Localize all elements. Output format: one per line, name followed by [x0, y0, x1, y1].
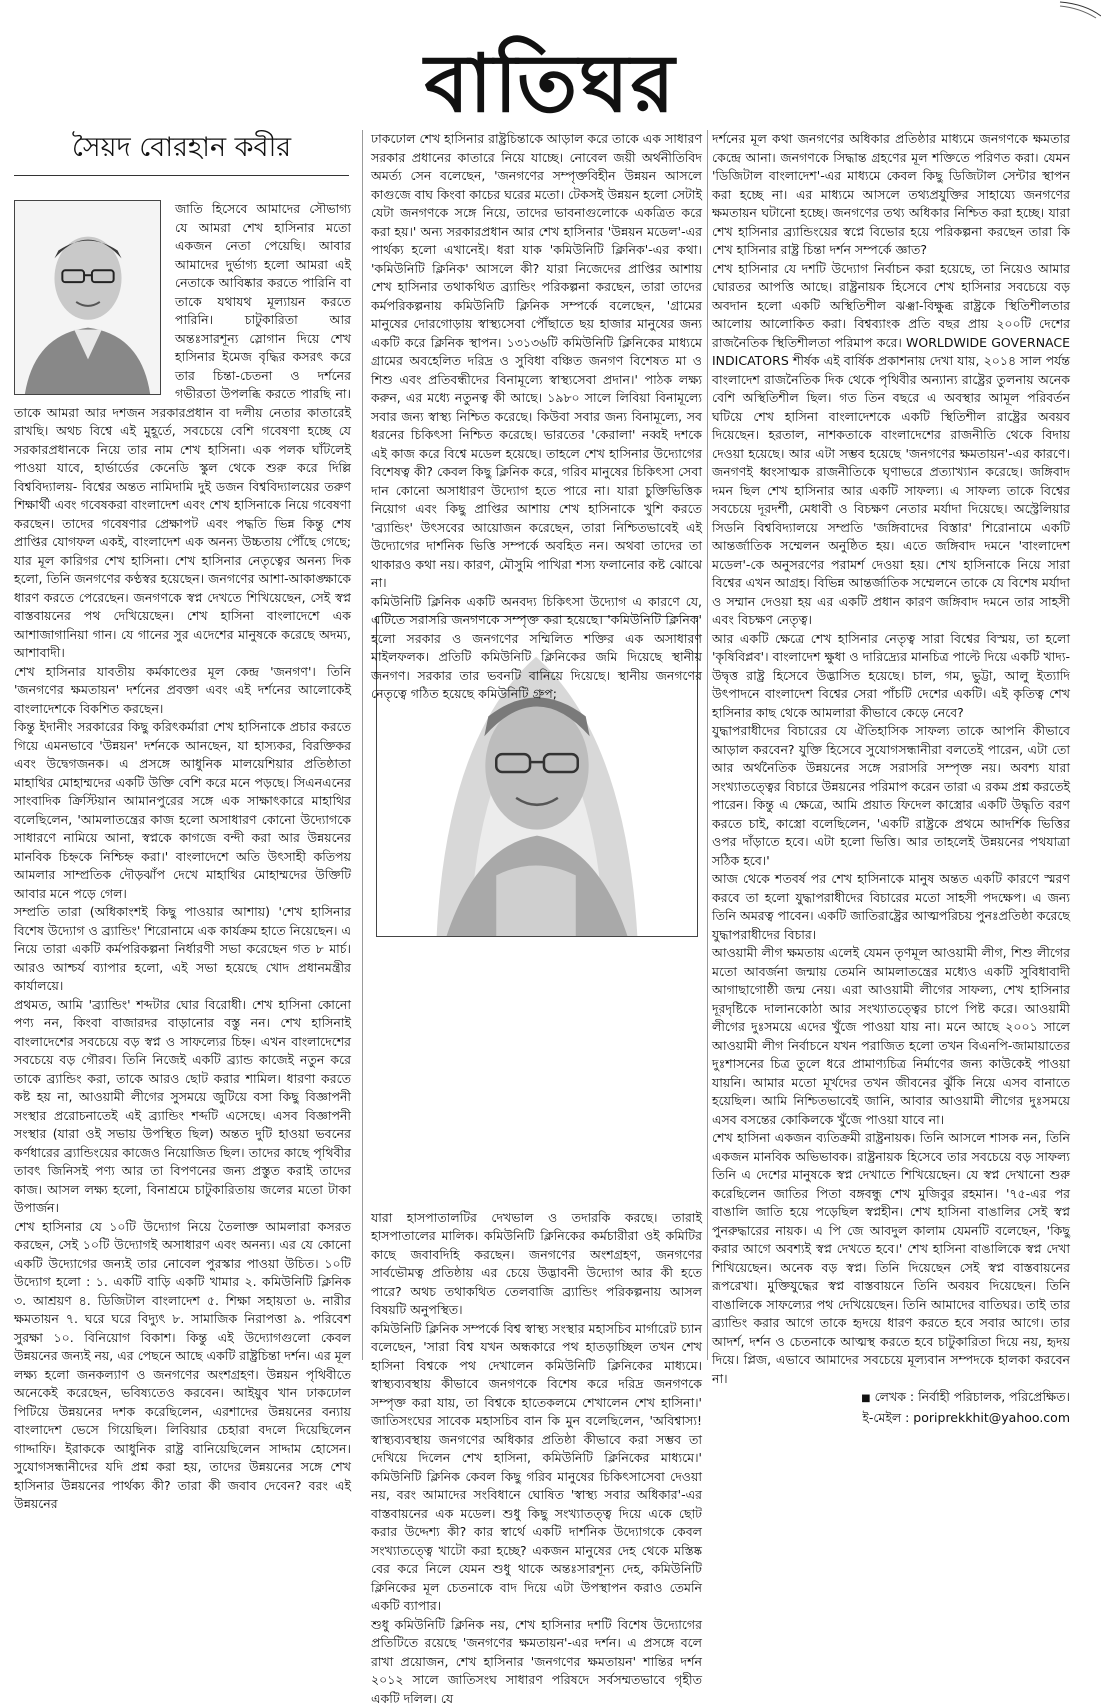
paragraph: সম্প্রতি তারা (অধিকাংশই কিছু পাওয়ার আশায়) 'শেখ হাসিনার বিশেষ উদ্যোগ ও ব্র্যান্ডিং' শিরোনামে এক কার্যক্রম হাতে নিয়েছেন। এ নিয়ে তারা একটি কর্মপরিকল্পনা নির্ধারণী সভা করেছেন গত ৮ মার্চ। আরও আশ্চর্য ব্যাপার হলো, এই সভা হয়েছে খোদ প্রধানমন্ত্রীর কার্যালয়ে।: [14, 903, 351, 996]
author-byline: সৈয়দ বোরহান কবীর: [14, 128, 349, 168]
paragraph: যারা হাসপাতালটির দেখভাল ও তদারকি করছে। তারাই হাসপাতালের মালিক। কমিউনিটি ক্লিনিকের কর্মচারীরা ওই কমিটির কাছে জবাবদিহি করছেন। জনগণের অংশগ্রহণ, জনগণের সার্বভৌমত্ব প্রতিষ্ঠায় এর চেয়ে উদ্ভাবনী উদ্যোগ আর কী হতে পারে? অথচ তথাকথিত তেলবাজি ব্র্যান্ডিং পরিকল্পনায় আসল বিষয়টি অনুপস্থিত।: [371, 1209, 702, 1320]
article-column-1: [14, 200, 351, 1355]
paragraph: শেখ হাসিনার যে দশটি উদ্যোগ নির্বাচন করা হয়েছে, তা নিয়েও আমার ঘোরতর আপত্তি আছে। রাষ্ট্রনায়ক হিসেবে শেখ হাসিনার সবচেয়ে বড় অবদান হলো একটি অস্থিতিশীল ঝঞ্ঝা-বিক্ষুব্ধ রাষ্ট্রকে স্থিতিশীলতার আলোয় আলোকিত করা। বিশ্বব্যাংক প্রতি বছর প্রায় ২০০টি দেশের রাজনৈতিক স্থিতিশীলতা পরিমাপ করে। WORLDWIDE GOVERNACE INDICATORS শীর্ষক এই বার্ষিক প্রকাশনায় দেখা যায়, ২০১৪ সাল পর্যন্ত বাংলাদেশ রাজনৈতিক দিক থেকে পৃথিবীর অন্যান্য রাষ্ট্রের তুলনায় অনেক বেশি অস্থিতিশীল ছিল। গত তিন বছরে এ অবস্থার আমূল পরিবর্তন ঘটিয়ে শেখ হাসিনা বাংলাদেশকে একটি স্থিতিশীল রাষ্ট্রের অবয়ব দিয়েছেন। হরতাল, নাশকতাকে বাংলাদেশের রাজনীতি থেকে বিদায় দেওয়া হয়েছে। আর এটা সম্ভব হয়েছে 'জনগণের ক্ষমতায়ন'-এর কারণে। জনগণই ধ্বংসাত্মক রাজনীতিকে ঘৃণাভরে প্রত্যাখ্যান করেছে। জঙ্গিবাদ দমন ছিল শেখ হাসিনার আর একটি সাফল্য। এ সাফল্য তাকে বিশ্বের সবচেয়ে দূরদর্শী, মেধাবী ও বিচক্ষণ নেতার মর্যাদা দিয়েছে। অস্ট্রেলিয়ার সিডনি বিশ্ববিদ্যালয়ে সম্প্রতি 'জঙ্গিবাদের বিস্তার' শিরোনামে একটি আন্তর্জাতিক সম্মেলন অনুষ্ঠিত হয়। এতে জঙ্গিবাদ দমনে 'বাংলাদেশ মডেল'-কে অনুসরণের পরামর্শ দেওয়া হয়। শেখ হাসিনাকে নিয়ে সারা বিশ্বের এখন আগ্রহ। বিভিন্ন আন্তর্জাতিক সম্মেলনে তাকে যে বিশেষ মর্যাদা ও সম্মান দেওয়া হয় এর একটি প্রধান কারণ জঙ্গিবাদ দমনে তার সাহসী এবং বিচক্ষণ নেতৃত্ব।: [712, 260, 1070, 630]
masthead-title: বাতিঘর: [0, 28, 1101, 138]
paragraph: শেখ হাসিনা একজন ব্যতিক্রমী রাষ্ট্রনায়ক। তিনি আসলে শাসক নন, তিনি একজন মানবিক অভিভাবক। রাষ্ট্রনায়ক হিসেবে তার সবচেয়ে বড় সাফল্য তিনি এ দেশের মানুষকে স্বপ্ন দেখাতে শিখিয়েছেন। যে স্বপ্ন দেখানো শুরু করেছিলেন জাতির পিতা বঙ্গবন্ধু শেখ মুজিবুর রহমান। '৭৫-এর পর বাঙালি জাতি হয়ে পড়েছিল স্বপ্নহীন। শেখ হাসিনা বাঙালির সেই স্বপ্ন পুনরুদ্ধারের নায়ক। এ পি জে আবদুল কালাম যেমনটি বলেছেন, 'কিছু করার আগে অবশ্যই স্বপ্ন দেখতে হবে।' শেখ হাসিনা বাঙালিকে স্বপ্ন দেখা শিখিয়েছেন। অনেক বড় স্বপ্ন। তিনি দিয়েছেন সেই স্বপ্ন বাস্তবায়নের রূপরেখা। মুক্তিযুদ্ধের স্বপ্ন বাস্তবায়নে তিনি অবয়ব দিয়েছেন। তিনি বাঙালিকে সাফল্যের পথ দেখিয়েছেন। তিনি আমাদের বাতিঘর। তাই তার ব্র্যান্ডিং করার আগে তাকে হৃদয়ে ধারণ করতে হবে সবার আগে। তার আদর্শ, দর্শন ও চেতনাকে আত্মস্থ করতে হবে চাটুকারিতা দিয়ে নয়, হৃদয় দিয়ে। প্লিজ, এভাবে আমাদের সবচেয়ে মূল্যবান সম্পদকে হালকা করবেন না।: [712, 1129, 1070, 1388]
paragraph: আওয়ামী লীগ ক্ষমতায় এলেই যেমন তৃণমূল আওয়ামী লীগ, শিশু লীগের মতো আবর্জনা জন্মায় তেমনি আমলাতন্ত্রের মধ্যেও একটি সুবিধাবাদী আগাছাগোষ্ঠী জন্ম নেয়। এরা আওয়ামী লীগের সাফল্য, শেখ হাসিনার দূরদৃষ্টিকে দালানকোঠা আর সংখ্যাতত্ত্বের চাপে পিষ্ট করে। আওয়ামী লীগের দুঃসময়ে এদের খুঁজে পাওয়া যায় না। মনে আছে ২০০১ সালে আওয়ামী লীগ নির্বাচনে যখন পরাজিত হলো তখন বিএনপি-জামায়াতের দুঃশাসনের চিত্র তুলে ধরে প্রামাণ্যচিত্র নির্মাণের জন্য কাউকেই পাওয়া যায়নি। আমার মতো মূর্খদের তখন জীবনের ঝুঁকি নিয়ে এসব বানাতে হয়েছিল। আমি নিশ্চিতভাবেই জানি, আবার আওয়ামী লীগের দুঃসময়ে এসব বসন্তের কোকিলকে খুঁজে পাওয়া যাবে না।: [712, 944, 1070, 1129]
paragraph: জাতি হিসেবে আমাদের সৌভাগ্য যে আমরা শেখ হাসিনার মতো একজন নেতা পেয়েছি। আবার আমাদের দুর্ভাগ্য হলো আমরা এই নেতাকে আবিষ্কার করতে পারিনি বা তাকে যথাযথ মূল্যায়ন করতে পারিনি। চাটুকারিতা আর অন্তঃসারশূন্য স্লোগান দিয়ে শেখ হাসিনার ইমেজ বৃদ্ধির কসরৎ করে তার চিন্তা-চেতনা ও দর্শনের গভীরতা উপলব্ধি করতে পারছি না। তাকে আমরা আর দশজন সরকারপ্রধান বা দলীয় নেতার কাতারেই রাখছি। অথচ বিশ্বে এই মুহূর্তে, সবচেয়ে বেশি গবেষণা হচ্ছে যে সরকারপ্রধানকে নিয়ে তার নাম শেখ হাসিনা। এক পলক ঘাঁটলেই পাওয়া যাবে, হার্ভার্ডের কেনেডি স্কুল থেকে শুরু করে দিল্লি বিশ্ববিদ্যালয়- বিশ্বের অন্তত নামিদামি দুই ডজন বিশ্ববিদ্যালয়ের তরুণ শিক্ষার্থী এবং গবেষকরা বাংলাদেশ এবং শেখ হাসিনাকে নিয়ে গবেষণা করছেন। তাদের গবেষণার প্রেক্ষাপট এবং পদ্ধতি ভিন্ন কিন্তু শেষ প্রাপ্তির যোগফল একই, বাংলাদেশ এক অনন্য উচ্চতায় পৌঁছে গেছে; যার মূল কারিগর শেখ হাসিনা। শেখ হাসিনার নেতৃত্বের অনন্য দিক হলো, তিনি জনগণের কণ্ঠস্বর হয়েছেন। জনগণের আশা-আকাঙ্ক্ষাকে ধারণ করতে পেরেছেন। জনগণকে স্বপ্ন দেখতে শিখিয়েছেন, সেই স্বপ্ন বাস্তবায়নের পথ দেখিয়েছেন। শেখ হাসিনা বাংলাদেশে এক আশাজাগানিয়া গান। যে গানের সুর এদেশের মানুষকে করেছে অদম্য, আশাবাদী।: [14, 200, 351, 663]
photo-space: [371, 704, 702, 1209]
page-corner-mark: [1060, 0, 1101, 18]
paragraph: শেখ হাসিনার যাবতীয় কর্মকাণ্ডের মূল কেন্দ্র 'জনগণ'। তিনি 'জনগণের ক্ষমতায়ন' দর্শনের প্রবক্তা এবং এই দর্শনের আলোকেই বাংলাদেশকে বিকশিত করছেন।: [14, 663, 351, 719]
paragraph: যুদ্ধাপরাধীদের বিচারের যে ঐতিহাসিক সাফল্য তাকে আপনি কীভাবে আড়াল করবেন? যুক্তি হিসেবে সুযোগসন্ধানীরা বলতেই পারেন, এটা তো আর অর্থনৈতিক উন্নয়নের সঙ্গে সরাসরি সম্পৃক্ত নয়। অবশ্য যারা সংখ্যাতত্ত্বের বিচারে উন্নয়নের পরিমাপ করেন তারা এ রকম প্রশ্ন করতেই পারেন। কিন্তু এ ক্ষেত্রে, আমি প্রয়াত ফিদেল কাস্ত্রোর একটি উদ্ধৃতি বরণ করতে চাই, কাস্ত্রো বলেছিলেন, 'একটি রাষ্ট্রকে প্রথমে আদর্শিক ভিত্তির ওপর দাঁড়াতে হবে। এটা হলো ভিত্তি। আর তাহলেই উন্নয়নের পথযাত্রা সঠিক হবে।': [712, 722, 1070, 870]
paragraph: কিন্তু ইদানীং সরকারের কিছু করিৎকর্মারা শেখ হাসিনাকে প্রচার করতে গিয়ে এমনভাবে 'উন্নয়ন' দর্শনকে আনছেন, যা হাস্যকর, বিরক্তিকর এবং উদ্বেগজনক। এ প্রসঙ্গে আধুনিক মালয়েশিয়ার প্রতিষ্ঠাতা মাহাথির মোহাম্মদের একটি উক্তি বেশি করে মনে পড়ছে। সিএনএনের সাংবাদিক ক্রিস্টিয়ান আমানপুরের সঙ্গে এক সাক্ষাৎকারে মাহাথির বলেছিলেন, 'আমলাতন্ত্রের কাজ হলো অসাধারণ কোনো উদ্যোগকে সাধারণে নামিয়ে আনা, স্বপ্নকে কাগজে বন্দী করা আর উন্নয়নের মানবিক চিহ্নকে নিশ্চিহ্ন করা।' বাংলাদেশে অতি উৎসাহী কতিপয় আমলার সাম্প্রতিক দৌড়ঝাঁপ দেখে মাহাথির মোহাম্মদের উক্তিটি আবার মনে পড়ে গেল।: [14, 718, 351, 903]
writer-credit-text: লেখক : নির্বাহী পরিচালক, পরিপ্রেক্ষিত।: [875, 1389, 1070, 1404]
paragraph: প্রথমত, আমি 'ব্র্যান্ডিং' শব্দটার ঘোর বিরোধী। শেখ হাসিনা কোনো পণ্য নন, কিংবা বাজারদর বাড়ানোর বস্তু নন। শেখ হাসিনাই বাংলাদেশের সবচেয়ে বড় স্বপ্ন ও সাফল্যের চিহ্ন। এখন বাংলাদেশের সবচেয়ে বড় গৌরব। তিনি নিজেই একটি ব্র্যান্ড কাজেই নতুন করে তাকে ব্র্যান্ডিং করা, তাকে আরও ছোট করার শামিল। ধারণা করতে কষ্ট হয় না, আওয়ামী লীগের সুসময়ে জুটিয়ে বসা কিছু বিজ্ঞাপনী সংস্থার প্ররোচনাতেই এই ব্র্যান্ডিং শব্দটি এসেছে। এসব বিজ্ঞাপনী সংস্থার (যারা ওই সভায় উপস্থিত ছিল) অন্তত দুটি হাওয়া ভবনের কর্ণধারের ব্র্যান্ডিংয়ের কাজেও নিয়োজিত ছিল। তাদের কাছে পৃথিবীর তাবৎ জিনিসই পণ্য আর তা বিপণনের জন্য প্রস্তুত করাই তাদের কাজ। আসল লক্ষ্য হলো, বিনাশ্রমে চাটুকারিতায় জলের মতো টাকা উপার্জন।: [14, 996, 351, 1218]
photo-wrap-space: [14, 200, 161, 395]
writer-credit: [712, 1388, 1070, 1409]
writer-email: ই-মেইল : poriprekkhit@yahoo.com: [712, 1409, 1070, 1428]
paragraph: কমিউনিটি ক্লিনিক একটি অনবদ্য চিকিৎসা উদ্যোগ এ কারণে যে, এটিতে সরাসরি জনগণকে সম্পৃক্ত করা হয়েছে। 'কমিউনিটি ক্লিনিক' হলো সরকার ও জনগণের সম্মিলিত শক্তির এক অসাধারণ মাইলফলক। প্রতিটি কমিউনিটি ক্লিনিকের জমি দিয়েছে স্থানীয় জনগণ। সরকার তার ভবনটি বানিয়ে দিয়েছে। স্থানীয় জনগণের নেতৃত্বে গঠিত হয়েছে কমিউনিটি গ্রুপ;: [371, 593, 702, 704]
byline-rule: [14, 175, 349, 176]
paragraph: দর্শনের মূল কথা জনগণের অধিকার প্রতিষ্ঠার মাধ্যমে জনগণকে ক্ষমতার কেন্দ্রে আনা। জনগণকে সিদ্ধান্ত গ্রহণের মূল শক্তিতে পরিণত করা। যেমন 'ডিজিটাল বাংলাদেশ'-এর মাধ্যমে কেবল কিছু ডিজিটাল সেন্টার স্থাপন করা হচ্ছে না। এর মাধ্যমে আসলে তথ্যপ্রযুক্তির সাহায্যে জনগণের ক্ষমতায়ন ঘটানো হচ্ছে। জনগণের তথ্য অধিকার নিশ্চিত করা হচ্ছে। যারা শেখ হাসিনার ব্র্যান্ডিংয়ের স্বপ্নে বিভোর হয়ে পরিকল্পনা করছেন তারা কি শেখ হাসিনার রাষ্ট্র চিন্তা দর্শন সম্পর্কে জ্ঞাত?: [712, 130, 1070, 260]
paragraph: আর একটি ক্ষেত্রে শেখ হাসিনার নেতৃত্ব সারা বিশ্বের বিস্ময়, তা হলো 'কৃষিবিপ্লব'। বাংলাদেশ ক্ষুধা ও দারিদ্র্যের মানচিত্র পাল্টে দিয়ে একটি খাদ্য-উদ্বৃত্ত রাষ্ট্র হিসেবে উদ্ভাসিত হয়েছে। চাল, গম, ভুট্টা, আলু ইত্যাদি উৎপাদনে বাংলাদেশ বিশ্বের সেরা পাঁচটি দেশের একটি। এই কৃতিত্ব শেখ হাসিনার কাছ থেকে আমলারা কীভাবে কেড়ে নেবে?: [712, 630, 1070, 723]
article-column-3: [712, 130, 1070, 1360]
paragraph: শেখ হাসিনার যে ১০টি উদ্যোগ নিয়ে তৈলাক্ত আমলারা কসরত করছেন, সেই ১০টি উদ্যোগই অসাধারণ এবং অনন্য। এর যে কোনো একটি উদ্যোগের জন্যই তার নোবেল পুরস্কার পাওয়া উচিত। ১০টি উদ্যোগ হলো : ১. একটি বাড়ি একটি খামার ২. কমিউনিটি ক্লিনিক ৩. আশ্রয়ণ ৪. ডিজিটাল বাংলাদেশ ৫. শিক্ষা সহায়তা ৬. নারীর ক্ষমতায়ন ৭. ঘরে ঘরে বিদ্যুৎ ৮. সামাজিক নিরাপত্তা ৯. পরিবেশ সুরক্ষা ১০. বিনিয়োগ বিকাশ। কিন্তু এই উদ্যোগগুলো কেবল উন্নয়নের জন্যই নয়, এর পেছনে আছে একটি রাষ্ট্রচিন্তা দর্শন। এর মূল লক্ষ্য হলো জনকল্যাণ ও জনগণের অংশগ্রহণ। উন্নয়ন পৃথিবীতে অনেকেই করেছেন, ভবিষ্যতেও করবেন। আইয়ুব খান ঢাকঢোল পিটিয়ে উন্নয়নের দশক করেছিলেন, এরশাদের উন্নয়নের বন্যায় বাংলাদেশ ভেসে গিয়েছিল। লিবিয়ার চেহারা বদলে দিয়েছিলেন গাদ্দাফি। ইরাককে আধুনিক রাষ্ট্র বানিয়েছিলেন সাদ্দাম হোসেন। সুযোগসন্ধানীদের যদি প্রশ্ন করা হয়, তাদের উন্নয়নের সঙ্গে শেখ হাসিনার উন্নয়নের পার্থক্য কী? তারা কী জবাব দেবেন? বরং এই উন্নয়নের: [14, 1218, 351, 1514]
paragraph: কমিউনিটি ক্লিনিক সম্পর্কে বিশ্ব স্বাস্থ্য সংস্থার মহাসচিব মার্গারেট চ্যান বলেছেন, 'সারা বিশ্ব যখন অন্ধকারে পথ হাতড়াচ্ছিল তখন শেখ হাসিনা বিশ্বকে পথ দেখালেন কমিউনিটি ক্লিনিকের মাধ্যমে। স্বাস্থ্যব্যবস্থায় কীভাবে জনগণকে বিশেষ করে দরিদ্র জনগণকে সম্পৃক্ত করা যায়, তা বিশ্বকে হাতেকলমে শেখালেন শেখ হাসিনা।' জাতিসংঘের সাবেক মহাসচিব বান কি মুন বলেছিলেন, 'অবিশ্বাস্য! স্বাস্থ্যব্যবস্থায় জনগণের অধিকার প্রতিষ্ঠা কীভাবে করা সম্ভব তা দেখিয়ে দিলেন শেখ হাসিনা, কমিউনিটি ক্লিনিকের মাধ্যমে।' কমিউনিটি ক্লিনিক কেবল কিছু গরিব মানুষের চিকিৎসাসেবা দেওয়া নয়, বরং আমাদের সংবিধানে ঘোষিত 'স্বাস্থ্য সবার অধিকার'-এর বাস্তবায়নের এক মডেল। শুধু কিছু সংখ্যাতত্ত্ব দিয়ে একে ছোট করার উদ্দেশ্য কী? কার স্বার্থে একটি দার্শনিক উদ্যোগকে কেবল সংখ্যাতত্ত্বে খাটো করা হচ্ছে? একজন মানুষের দেহ থেকে মস্তিষ্ক বের করে নিলে যেমন শুধু থাকে অন্তঃসারশূন্য দেহ, কমিউনিটি ক্লিনিকের মূল চেতনাকে বাদ দিয়ে এটা উপস্থাপন করাও তেমনি একটি ব্যাপার।: [371, 1320, 702, 1616]
column-divider: [707, 130, 708, 1360]
article-column-2: [371, 130, 702, 1360]
square-bullet-icon: ■: [861, 1393, 870, 1404]
paragraph: ঢাকঢোল শেখ হাসিনার রাষ্ট্রচিন্তাকে আড়াল করে তাকে এক সাধারণ সরকার প্রধানের কাতারে নিয়ে যাচ্ছে। নোবেল জয়ী অর্থনীতিবিদ অমর্ত্য সেন বলেছেন, 'জনগণের সম্পৃক্তবিহীন উন্নয়ন আসলে কাগুজে বাঘ কিংবা কাচের ঘরের মতো। টেকসই উন্নয়ন হলো সেটাই যেটা জনগণকে সঙ্গে নিয়ে, তাদের ভাবনাগুলোকে একত্রিত করে করা হয়।' অন্য সরকারপ্রধান আর শেখ হাসিনার 'উন্নয়ন মডেল'-এর পার্থক্য হলো এখানেই। ধরা যাক 'কমিউনিটি ক্লিনিক'-এর কথা। 'কমিউনিটি ক্লিনিক' আসলে কী? যারা নিজেদের প্রাপ্তির আশায় শেখ হাসিনার তথাকথিত ব্র্যান্ডিং পরিকল্পনা করছেন, তারা তাদের কর্মপরিকল্পনায় কমিউনিটি ক্লিনিক সম্পর্কে বলেছেন, 'গ্রামের মানুষের দোরগোড়ায় স্বাস্থ্যসেবা পৌঁছাতে ছয় হাজার মানুষের জন্য একটি করে ক্লিনিক স্থাপন। ১৩১৩৬টি কমিউনিটি ক্লিনিকের মাধ্যমে গ্রামের অবহেলিত দরিদ্র ও সুবিধা বঞ্চিত জনগণ বিশেষত মা ও শিশু এবং প্রতিবন্ধীদের বিনামূল্যে স্বাস্থ্যসেবা প্রদান।' পাঠক লক্ষ্য করুন, এর মধ্যে নতুনত্ব কী আছে। ১৯৮০ সালে লিবিয়া বিনামূল্যে সবার জন্য স্বাস্থ্য নিশ্চিত করেছে। কিউবা সবার জন্য বিনামূল্যে, সব ধরনের চিকিৎসা নিশ্চিত করেছে। ভারতের 'কেরালা' নব্বই দশকে এই কাজ করে বিশ্বে মডেল হয়েছে। তাহলে শেখ হাসিনার উদ্যোগের বিশেষত্ব কী? কেবল কিছু ক্লিনিক করে, গরিব মানুষের চিকিৎসা সেবা দান কোনো অসাধারণ উদ্যোগ হতে পারে না। যারা চুক্তিভিত্তিক নিয়োগ এবং কিছু প্রাপ্তির আশায় শেখ হাসিনাকে খুশি করতে 'ব্র্যান্ডিং' উৎসবের আয়োজন করেছেন, তারা নিশ্চিতভাবেই এই উদ্যোগের দার্শনিক ভিত্তি সম্পর্কে অবহিত নন। অথবা তাদের তা থাকারও কথা নয়। কারণ, মৌসুমি পাখিরা শস্য ফলানোর কষ্ট ঝোঝে না।: [371, 130, 702, 593]
column-divider: [362, 130, 363, 1360]
paragraph: শুধু কমিউনিটি ক্লিনিক নয়, শেখ হাসিনার দশটি বিশেষ উদ্যোগের প্রতিটিতে রয়েছে 'জনগণের ক্ষমতায়ন'-এর দর্শন। এ প্রসঙ্গে বলে রাখা প্রয়োজন, শেখ হাসিনার 'জনগণের ক্ষমতায়ন' শান্তির দর্শন ২০১২ সালে জাতিসংঘ সাধারণ পরিষদে সর্বসম্মতভাবে গৃহীত একটি দলিল। যে: [371, 1616, 702, 1708]
paragraph: আজ থেকে শতবর্ষ পর শেখ হাসিনাকে মানুষ অন্তত একটি কারণে স্মরণ করবে তা হলো যুদ্ধাপরাধীদের বিচারের মতো সাহসী পদক্ষেপ। এ জন্য তিনি অমরত্ব পাবেন। একটি জাতিরাষ্ট্রের আত্মপরিচয় পুনঃপ্রতিষ্ঠা করেছে যুদ্ধাপরাধীদের বিচার।: [712, 870, 1070, 944]
